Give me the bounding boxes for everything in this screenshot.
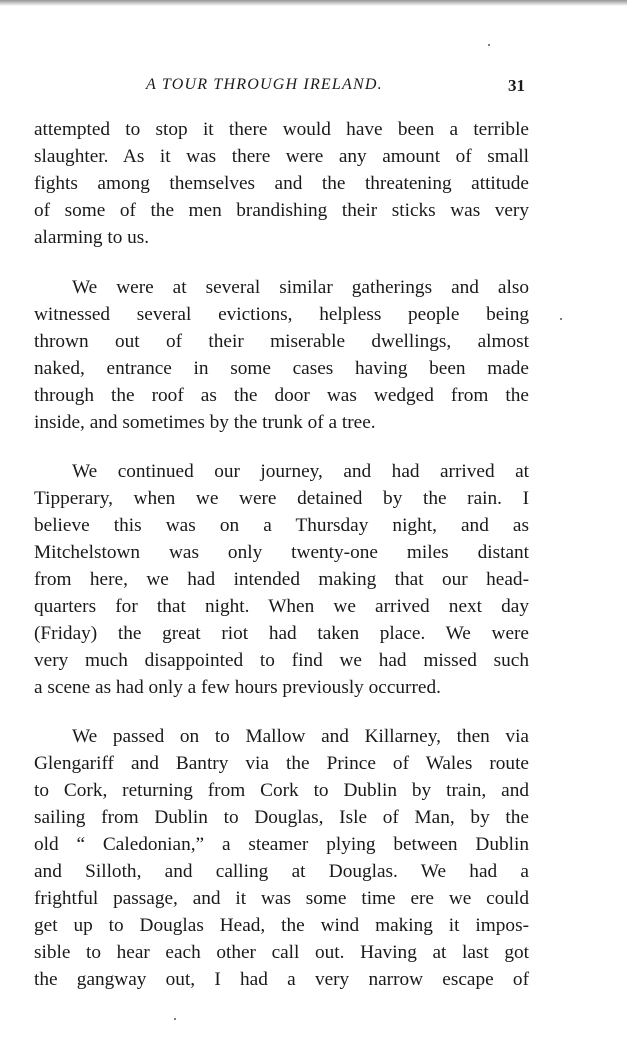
text-line: Mitchelstown was only twenty-one miles distant	[34, 542, 529, 563]
scan-edge-shadow	[0, 0, 627, 6]
scan-speck	[488, 44, 490, 46]
paragraph-gap	[34, 436, 529, 458]
text-line: get up to Douglas Head, the wind making it impos-	[34, 915, 529, 936]
text-line: to Cork, returning from Cork to Dublin by train, and	[34, 780, 529, 801]
scan-speck	[560, 318, 562, 320]
paragraph-2	[34, 274, 529, 436]
scan-speck	[174, 1018, 176, 1020]
text-line: thrown out of their miserable dwellings, almost	[34, 331, 529, 352]
running-title: A TOUR THROUGH IRELAND.	[146, 76, 383, 93]
text-line: sible to hear each other call out. Having at last got	[34, 942, 529, 963]
paragraph-1	[34, 116, 529, 251]
text-line: quarters for that night. When we arrived next day	[34, 596, 529, 617]
text-line: naked, entrance in some cases having been made	[34, 358, 529, 379]
text-line: and Silloth, and calling at Douglas. We had a	[34, 861, 529, 882]
text-line: a scene as had only a few hours previously occurred.	[34, 677, 441, 698]
text-line: the gangway out, I had a very narrow escape of	[34, 969, 529, 990]
text-line: witnessed several evictions, helpless people being	[34, 304, 529, 325]
text-line: very much disappointed to find we had missed such	[34, 650, 529, 671]
text-line: believe this was on a Thursday night, and as	[34, 515, 529, 536]
text-line: from here, we had intended making that our head-	[34, 569, 529, 590]
text-line: We were at several similar gatherings and also	[72, 277, 529, 298]
paragraph-3	[34, 458, 529, 701]
text-line: frightful passage, and it was some time ere we could	[34, 888, 529, 909]
page-number: 31	[508, 76, 525, 95]
text-line: attempted to stop it there would have been a terrible	[34, 119, 529, 140]
text-line: through the roof as the door was wedged from the	[34, 385, 529, 406]
text-line: fights among themselves and the threatening attitude	[34, 173, 529, 194]
running-head	[0, 76, 627, 100]
paragraph-gap	[34, 251, 529, 274]
text-line: old “ Caledonian,” a steamer plying between Dublin	[34, 834, 529, 855]
paragraph-gap	[34, 701, 529, 723]
text-line: alarming to us.	[34, 227, 150, 248]
text-line: Glengariff and Bantry via the Prince of Wales route	[34, 753, 529, 774]
paragraph-4	[34, 723, 529, 993]
text-line: Tipperary, when we were detained by the rain. I	[34, 488, 529, 509]
text-line: sailing from Dublin to Douglas, Isle of Man, by the	[34, 807, 529, 828]
text-line: We continued our journey, and had arrived at	[72, 461, 529, 482]
text-line: We passed on to Mallow and Killarney, then via	[72, 726, 529, 747]
text-line: inside, and sometimes by the trunk of a tree.	[34, 412, 376, 433]
text-line: (Friday) the great riot had taken place. We were	[34, 623, 529, 644]
body-text	[34, 116, 529, 993]
text-line: slaughter. As it was there were any amount of small	[34, 146, 529, 167]
text-line: of some of the men brandishing their sticks was very	[34, 200, 529, 221]
